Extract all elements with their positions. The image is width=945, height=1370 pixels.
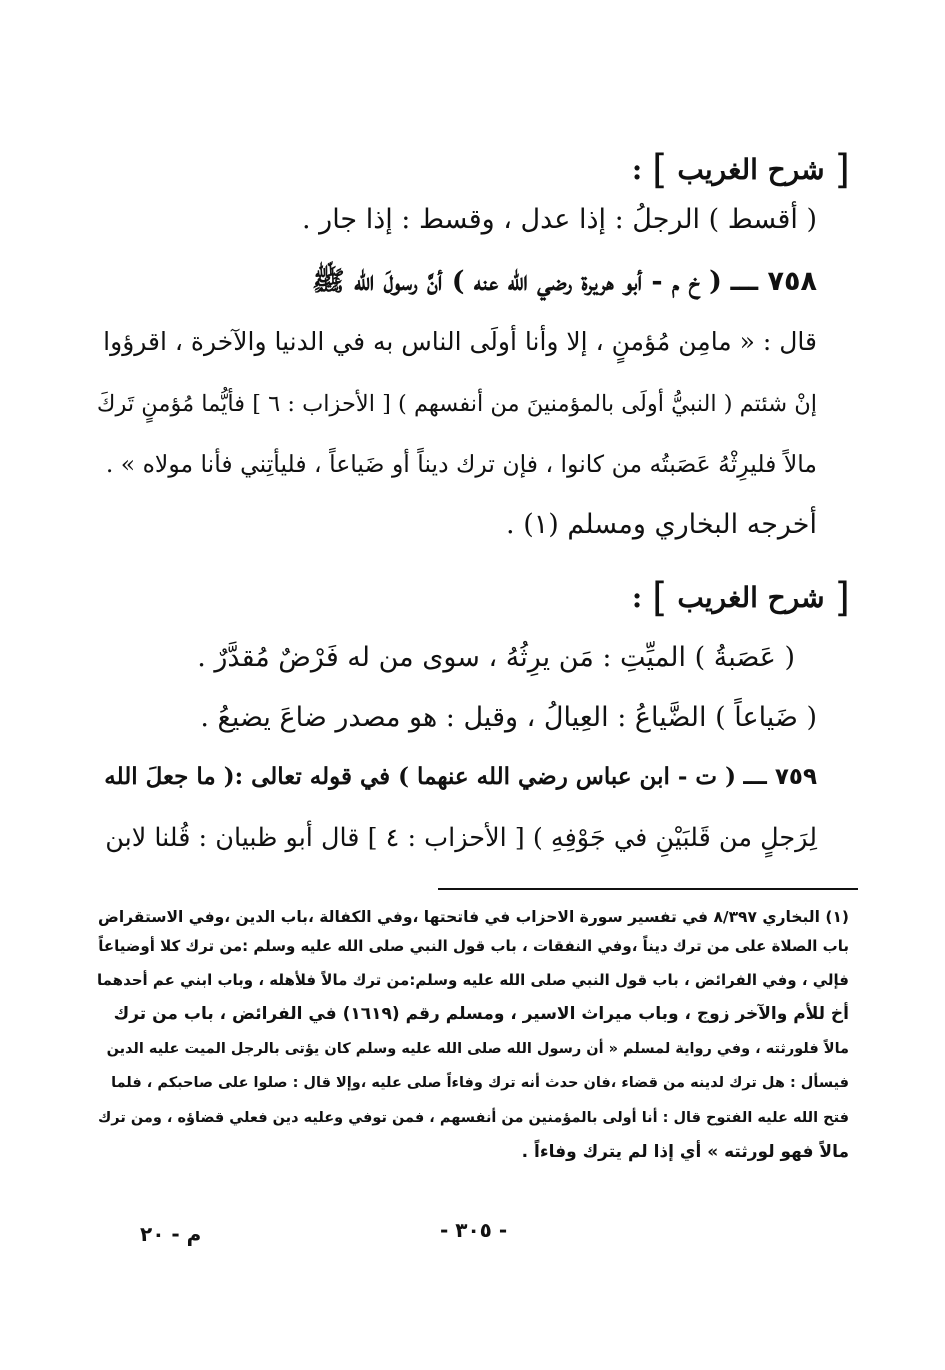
footnote-line-7: فتح الله عليه الفتوح قال : أنا أولى بالمؤمنين من أنفسهم ، فمن توفي وعليه دين فعلي قضاؤه ، ومن ترك: [98, 1110, 849, 1126]
footnote-line-5: مالاً فلورثته ، وفي رواية لمسلم « أن رسول الله صلى الله عليه وسلم كان يؤتى بالرجل الميت عليه الدين: [106, 1041, 849, 1057]
footnote-line-4: أخ للأم والآخر زوج ، وباب ميراث الاسير ، ومسلم رقم (١٦١٩) في الفرائض ، باب من ترك: [113, 1004, 849, 1024]
bracket-close: ]: [651, 575, 668, 621]
hadith-intro: ( ت - ابن عباس رضي الله عنهما ) في قوله تعالى :( ما جعلَ الله: [104, 763, 736, 790]
bracket-open: [: [834, 575, 850, 621]
definition-dayaa: ( ضَياعاً ) الضَّياعُ : العِيالُ ، وقيل : هو مصدر ضاعَ يضيعُ .: [200, 702, 817, 733]
bracket-open: [: [834, 147, 850, 193]
bracket-close: ]: [651, 147, 668, 193]
heading-gharib-2: [631, 575, 850, 621]
hadith-758-source: أخرجه البخاري ومسلم (١) .: [506, 509, 817, 540]
hadith-758-heading: [312, 262, 817, 302]
definition-asaba: ( عَصَبةُ ) الميِّتِ : مَن يرِثُهُ ، سوى من له فَرْضٌ مُقدَّرٌ .: [197, 642, 795, 673]
heading-text: شرح الغريب: [677, 581, 825, 614]
definition-aqsata: ( أقسط ) الرجلُ : إذا عدل ، وقسط : إذا جار .: [301, 204, 817, 235]
heading-colon: :: [631, 581, 643, 614]
footnote-separator: [438, 888, 858, 890]
hadith-intro: ( خ م - أبو هريرة رضي الله عنه ) أنَّ رسولَ الله ﷺ: [312, 266, 722, 297]
hadith-758-line-2: قال : « مامِن مُؤمنٍ ، إلا وأنا أولَى الناس به في الدنيا والآخرة ، اقرؤوا: [103, 327, 817, 356]
hadith-759-line-2: لِرَجلٍ من قَلبَيْنِ في جَوْفِهِ ) [ الأحزاب : ٤ ] قال أبو ظبيان : قُلنا لابن: [105, 823, 817, 853]
hadith-758-line-3: إنْ شئتم ( النبيُّ أولَى بالمؤمنينَ من أنفسهم ) [ الأحزاب : ٦ ] فأيُّما مُؤمنٍ تَركَ: [96, 391, 817, 417]
hadith-number: ٧٥٩ ـــ: [743, 764, 817, 790]
heading-colon: :: [631, 153, 643, 186]
heading-gharib-1: [631, 147, 850, 193]
hadith-758-line-4: مالاً فليرِثْهُ عَصَبتُه من كانوا ، فإن ترك ديناً أو ضَياعاً ، فليأتِني فأنا مولاه » .: [105, 450, 817, 478]
signature-mark: م - ٢٠: [140, 1222, 202, 1246]
hadith-number: ٧٥٨ ـــ: [730, 266, 817, 297]
footnote-line-1: (١) البخاري ٨/٣٩٧ في تفسير سورة الاحزاب في فاتحتها ،وفي الكفالة ،باب الدين ،وفي الاستقراض: [97, 908, 849, 926]
footnote-line-3: فإلي ، وفي الفرائض ، باب قول النبي صلى الله عليه وسلم:من ترك مالاً فلأهله ، وباب ابني عم أحدهما: [96, 971, 849, 989]
page-number: - ٣٠٥ -: [440, 1218, 508, 1242]
footnote-line-2: باب الصلاة على من ترك ديناً ،وفي النفقات ، باب قول النبي صلى الله عليه وسلم :من ترك كلا أوضياعاً: [98, 937, 849, 955]
hadith-759-heading: [104, 757, 817, 797]
footnote-line-6: فيسأل : هل ترك لدينه من قضاء ،فان حدث أنه ترك وفاءاً صلى عليه ،وإلا قال : صلوا على صاحبكم ، فلما: [111, 1075, 849, 1091]
heading-text: شرح الغريب: [677, 153, 825, 186]
footnote-line-8: مالاً فهو لورثته » أي إذا لم يترك وفاءاً .: [521, 1142, 849, 1162]
